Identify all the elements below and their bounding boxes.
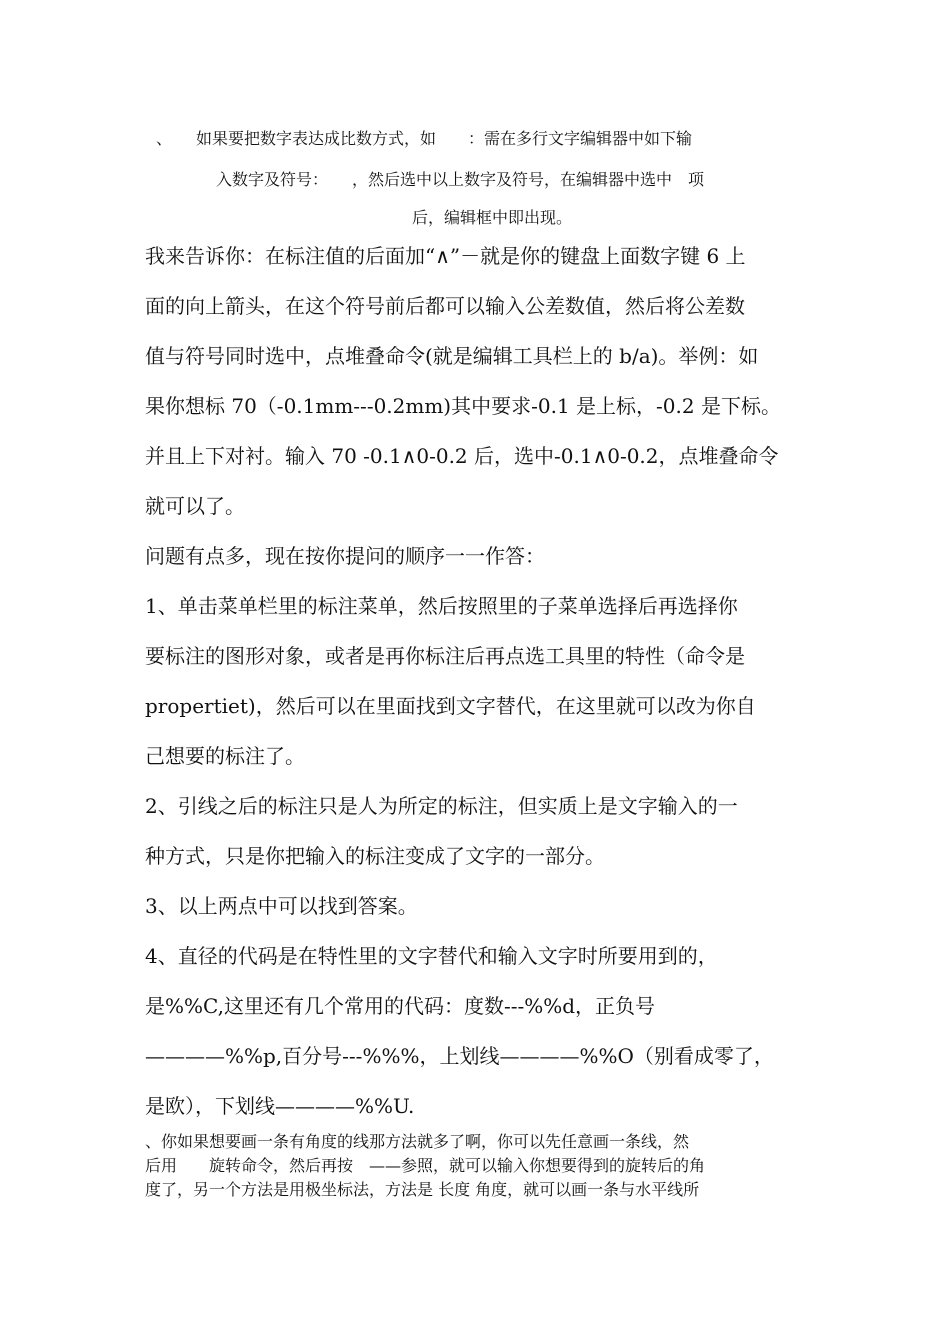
- para2-intro: 问题有点多，现在按你提问的顺序一一作答：: [145, 544, 545, 568]
- item4-line-3: ————%%p,百分号---%%%，上划线————%%O（别看成零了，: [145, 1044, 774, 1068]
- item2-line-1: 2、引线之后的标注只是人为所定的标注，但实质上是文字输入的一: [145, 794, 738, 818]
- para3-line-1: 、你如果想要画一条有角度的线那方法就多了啊，你可以先任意画一条线，然: [145, 1132, 690, 1151]
- top-line-2: 入数字及符号： ，然后选中以上数字及符号，在编辑器中选中 项: [216, 170, 705, 189]
- para3-line-3: 度了，另一个方法是用极坐标法，方法是 长度 角度，就可以画一条与水平线所: [145, 1180, 700, 1199]
- item4-line-4: 是欧），下划线————%%U.: [145, 1094, 415, 1118]
- item1-line-3: propertiet)，然后可以在里面找到文字替代，在这里就可以改为你自: [145, 694, 756, 718]
- para1-line-5: 并且上下对衬。输入 70 -0.1∧0-0.2 后，选中-0.1∧0-0.2，点堆叠命令: [145, 444, 779, 468]
- para1-line-3: 值与符号同时选中，点堆叠命令(就是编辑工具栏上的 b/a)。举例：如: [145, 344, 759, 368]
- item1-line-1: 1、单击菜单栏里的标注菜单，然后按照里的子菜单选择后再选择你: [145, 594, 738, 618]
- para1-line-2: 面的向上箭头，在这个符号前后都可以输入公差数值，然后将公差数: [145, 294, 745, 318]
- item2-line-2: 种方式，只是你把输入的标注变成了文字的一部分。: [145, 844, 605, 868]
- item4-line-1: 4、直径的代码是在特性里的文字替代和输入文字时所要用到的，: [145, 944, 718, 968]
- item1-line-4: 己想要的标注了。: [145, 744, 305, 768]
- para3-line-2: 后用 旋转命令，然后再按 ——参照，就可以输入你想要得到的旋转后的角: [145, 1156, 706, 1175]
- top-line-3: 后，编辑框中即出现。: [412, 208, 573, 227]
- top-line-1: 、 如果要把数字表达成比数方式，如 ：需在多行文字编辑器中如下输: [156, 129, 693, 148]
- item3-line: 3、以上两点中可以找到答案。: [145, 894, 418, 918]
- para1-line-4: 果你想标 70（-0.1mm---0.2mm)其中要求-0.1 是上标，-0.2 是下标。: [145, 394, 781, 418]
- item4-line-2: 是%%C,这里还有几个常用的代码：度数---%%d，正负号: [145, 994, 656, 1018]
- para1-line-6: 就可以了。: [145, 494, 245, 518]
- item1-line-2: 要标注的图形对象，或者是再你标注后再点选工具里的特性（命令是: [145, 644, 745, 668]
- para1-line-1: 我来告诉你：在标注值的后面加“∧”－就是你的键盘上面数字键 6 上: [145, 244, 746, 268]
